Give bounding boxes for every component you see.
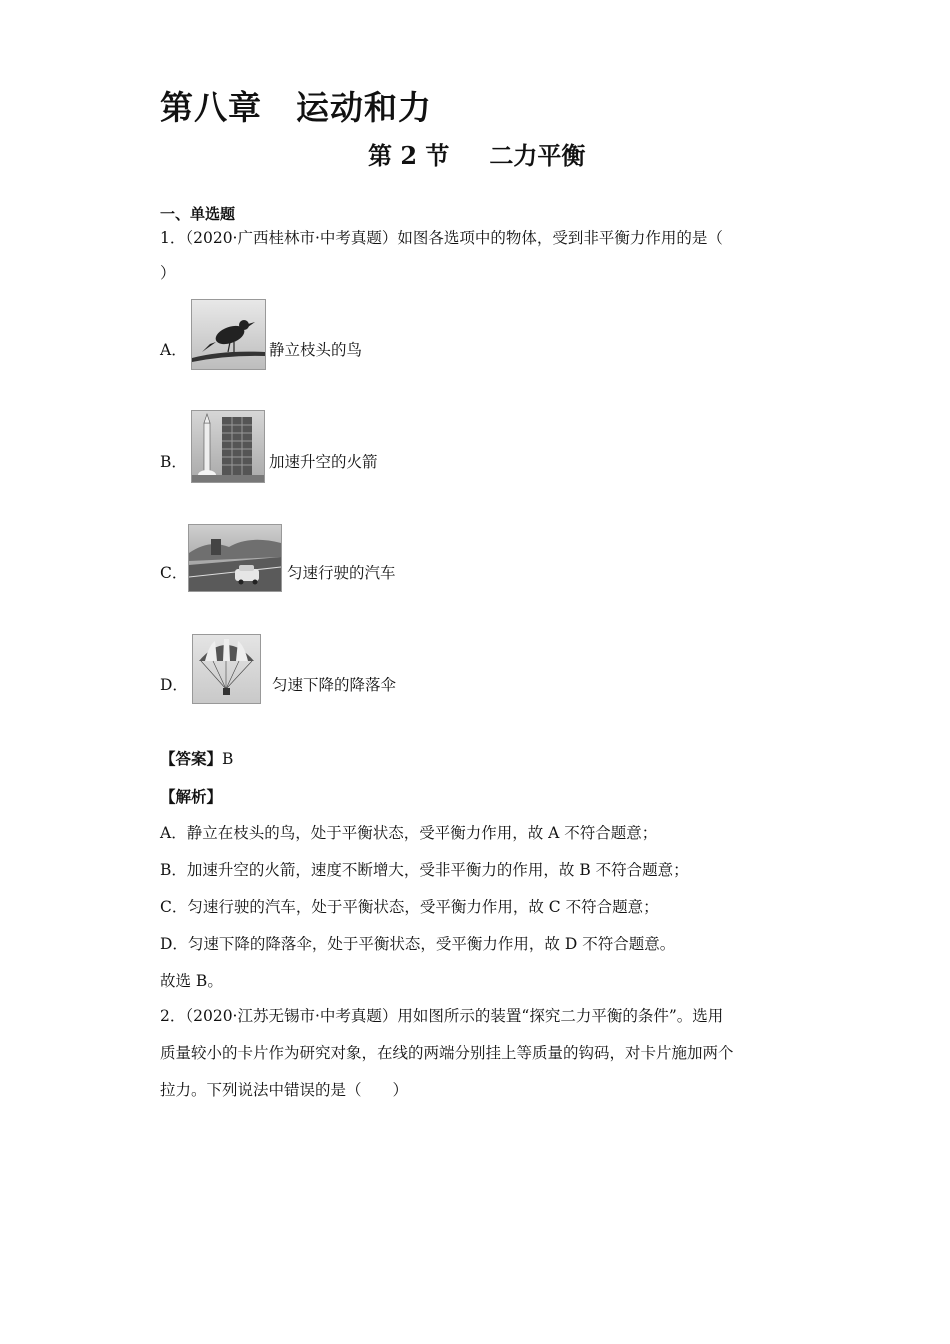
option-d-letter: D．: [160, 676, 188, 694]
option-b-letter: B．: [160, 453, 187, 471]
rocket-launch-image: [191, 410, 265, 483]
car-on-road-image: [188, 524, 282, 592]
question-type-heading: 一、单选题: [160, 205, 236, 223]
analysis-line-a: A．静立在枝头的鸟，处于平衡状态，受平衡力作用，故 A 不符合题意；: [160, 824, 658, 842]
chapter-title: 第八章 运动和力: [160, 88, 432, 127]
section-title: [368, 136, 585, 171]
analysis-line-b: B．加速升空的火箭，速度不断增大，受非平衡力的作用，故 B 不符合题意；: [160, 861, 689, 879]
question-2-line-2: 质量较小的卡片作为研究对象，在线的两端分别挂上等质量的钩码，对卡片施加两个: [160, 1044, 734, 1062]
answer-label: 【答案】: [160, 749, 223, 768]
option-a-text: 静立枝头的鸟: [269, 341, 363, 359]
analysis-line-c: C．匀速行驶的汽车，处于平衡状态，受平衡力作用，故 C 不符合题意；: [160, 898, 659, 916]
section-number: 第 2 节: [368, 141, 450, 170]
option-a-letter: A．: [160, 341, 187, 359]
option-b-text: 加速升空的火箭: [269, 453, 378, 471]
question-1-line-1: 1．（2020·广西桂林市·中考真题）如图各选项中的物体，受到非平衡力作用的是（: [160, 229, 723, 247]
question-2-line-3: 拉力。下列说法中错误的是（ ）: [160, 1081, 409, 1099]
question-1-line-2: ）: [160, 264, 176, 282]
bird-on-branch-image: [191, 299, 266, 370]
analysis-label: 【解析】: [160, 787, 223, 806]
answer-line: [160, 747, 233, 769]
option-c-text: 匀速行驶的汽车: [287, 564, 396, 582]
option-d-text: 匀速下降的降落伞: [272, 676, 397, 694]
analysis-conclusion: 故选 B。: [160, 972, 223, 990]
parachute-image: [192, 634, 261, 704]
answer-value: B: [222, 750, 234, 768]
option-c-letter: C．: [160, 564, 188, 582]
section-name: 二力平衡: [489, 141, 586, 170]
question-2-line-1: 2．（2020·江苏无锡市·中考真题）用如图所示的装置“探究二力平衡的条件”。选用: [160, 1007, 724, 1025]
analysis-line-d: D．匀速下降的降落伞，处于平衡状态，受平衡力作用，故 D 不符合题意。: [160, 935, 676, 953]
